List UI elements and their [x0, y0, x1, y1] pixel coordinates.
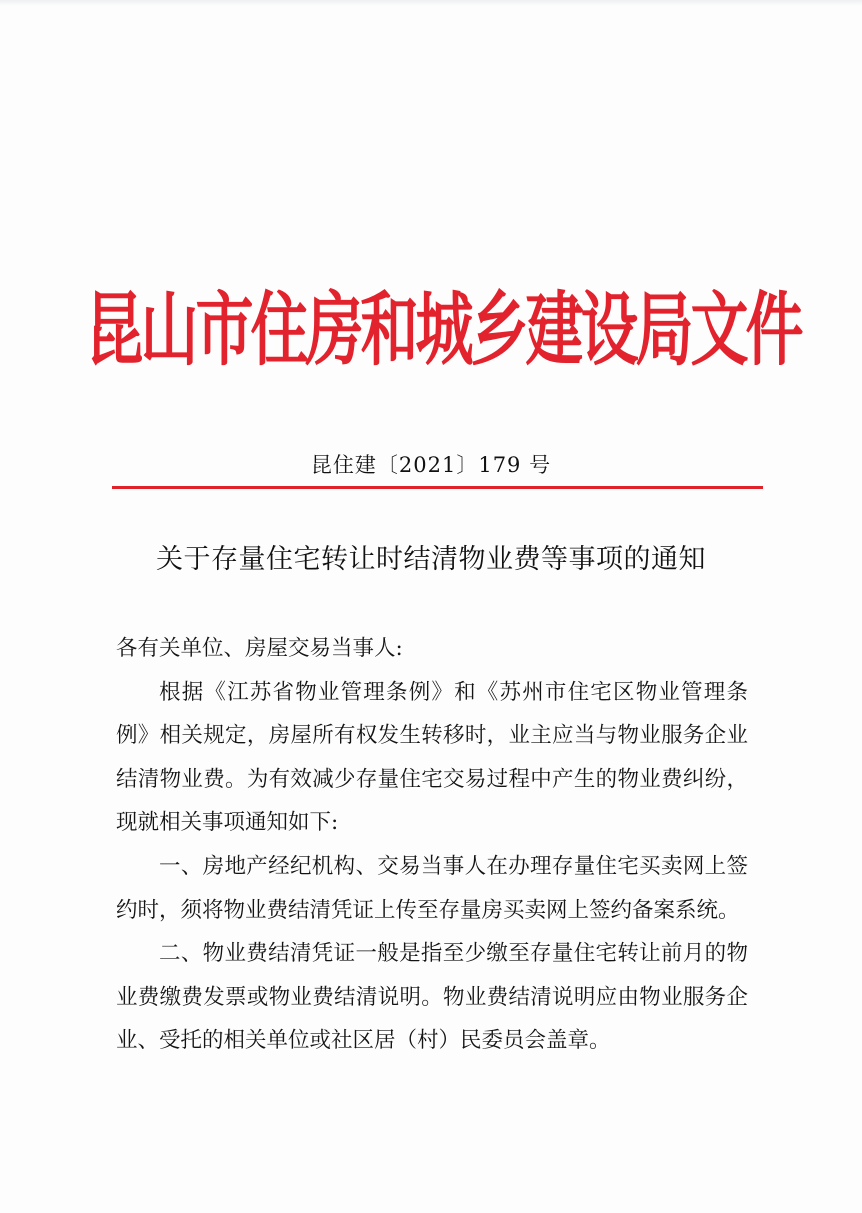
paragraph-intro: 根据《江苏省物业管理条例》和《苏州市住宅区物业管理条例》相关规定，房屋所有权发生转移时，业主应当与物业服务企业结清物业费。为有效减少存量住宅交易过程中产生的物业费纠纷，现就相关事项通知如下:	[116, 679, 748, 836]
salutation: 各有关单位、房屋交易当事人:	[116, 636, 403, 661]
document-body	[116, 627, 748, 1063]
document-number: 昆住建〔2021〕179 号	[310, 453, 552, 477]
paragraph-item-1: 一、房地产经纪机构、交易当事人在办理存量住宅买卖网上签约时，须将物业费结清凭证上传至存量房买卖网上签约备案系统。	[116, 853, 748, 923]
scan-edge	[0, 0, 862, 6]
document-title: 关于存量住宅转让时结清物业费等事项的通知	[156, 544, 706, 575]
issuer-header-text: 昆山市住房和城乡建设局文件	[85, 282, 801, 377]
issuer-header	[85, 268, 801, 378]
red-separator-line	[112, 486, 763, 489]
paragraph-item-2: 二、物业费结清凭证一般是指至少缴至存量住宅转让前月的物业费缴费发票或物业费结清说明。物业费结清说明应由物业服务企业、受托的相关单位或社区居（村）民委员会盖章。	[116, 941, 748, 1054]
